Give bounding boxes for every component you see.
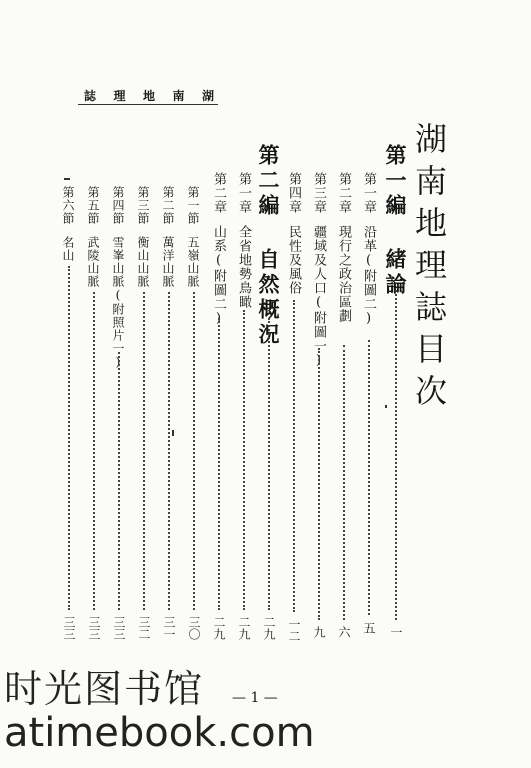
chapter-label: 第一章	[236, 172, 251, 214]
section-title: 衡山山脈	[136, 236, 150, 288]
header-char: 理	[113, 88, 126, 103]
leader-dots	[193, 292, 195, 610]
leader-dots	[143, 292, 145, 610]
leader-dots	[268, 318, 270, 610]
header-char: 地	[142, 88, 155, 103]
page-ref: 二九	[262, 616, 276, 640]
scan-speck	[64, 178, 70, 180]
page-ref: 二九	[237, 616, 251, 640]
chapter-title: 全省地勢鳥瞰	[236, 225, 251, 309]
page-ref: 六	[337, 626, 351, 638]
page-ref: 三一	[162, 616, 176, 640]
section-title: 雪峯山脈(附照片一)	[111, 236, 125, 370]
section-title: 萬洋山脈	[161, 236, 175, 288]
leader-dots	[118, 352, 120, 610]
scan-speck	[385, 405, 387, 408]
watermark-en: atimebook.com	[4, 710, 315, 756]
chapter-label: 第四章	[286, 172, 301, 214]
chapter-title: 山系(附圖二)	[211, 225, 226, 327]
section-title: 五嶺山脈	[186, 236, 200, 288]
page-ref: 二九	[212, 616, 226, 640]
chapter-title: 民性及風俗	[286, 225, 301, 295]
chapter-title: 現行之政治區劃	[336, 225, 351, 323]
leader-dots	[168, 292, 170, 610]
section-title: 名山	[61, 236, 75, 262]
leader-dots	[395, 290, 397, 620]
page-title: 湖南地理誌目次	[410, 122, 448, 416]
chapter-label: 第一章	[361, 172, 376, 214]
leader-dots	[318, 348, 320, 620]
page-ref: 五	[362, 622, 376, 634]
chapter-title: 沿革(附圖二)	[361, 225, 376, 327]
page-number: — 1 —	[232, 690, 278, 706]
header-char: 誌	[84, 88, 97, 103]
chapter-title: 疆域及人口(附圖一)	[311, 225, 326, 369]
scan-speck	[172, 430, 174, 436]
section-label: 第一節	[186, 186, 200, 225]
header-rule	[78, 104, 218, 105]
header-char: 湖	[201, 88, 214, 103]
section-label: 第三節	[136, 186, 150, 225]
page-ref: 三三	[62, 616, 76, 640]
part-1-heading: 第一編 緒論	[383, 144, 408, 298]
running-header	[84, 86, 214, 104]
section-label: 第四節	[111, 186, 125, 225]
leader-dots	[243, 310, 245, 610]
part-2-heading: 第二編 自然概況	[256, 144, 281, 348]
page-ref: 三三	[87, 616, 101, 640]
section-title: 武陵山脈	[86, 236, 100, 288]
leader-dots	[93, 292, 95, 610]
section-label: 第六節	[61, 186, 75, 225]
header-char: 南	[172, 88, 185, 103]
leader-dots	[343, 345, 345, 620]
chapter-label: 第二章	[211, 172, 226, 214]
chapter-label: 第二章	[336, 172, 351, 214]
page-ref: 三〇	[187, 616, 201, 640]
leader-dots	[68, 266, 70, 610]
section-label: 第五節	[86, 186, 100, 225]
page-ref: 三三	[112, 616, 126, 640]
leader-dots	[293, 300, 295, 612]
page-ref: 三二	[137, 616, 151, 640]
page-ref: 一	[389, 626, 403, 638]
watermark-cn: 时光图书馆	[4, 667, 205, 711]
section-label: 第二節	[161, 186, 175, 225]
page-ref: 九	[312, 626, 326, 638]
page-ref: 一二	[287, 618, 301, 642]
leader-dots	[368, 340, 370, 615]
chapter-label: 第三章	[311, 172, 326, 214]
leader-dots	[218, 318, 220, 610]
